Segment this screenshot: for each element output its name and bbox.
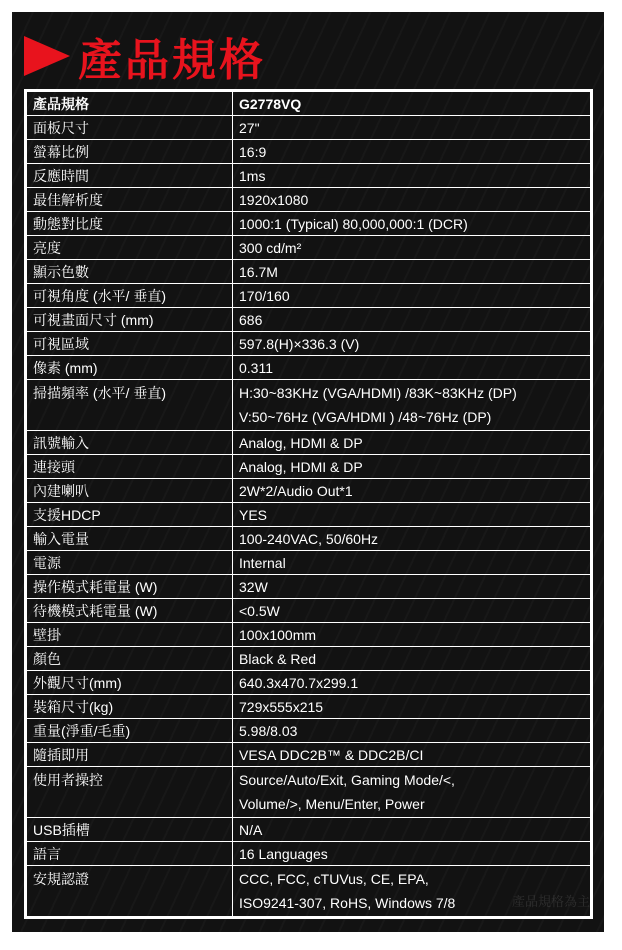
table-row bbox=[26, 479, 592, 503]
spec-table bbox=[24, 89, 593, 919]
row-label: USB插槽 bbox=[26, 818, 233, 842]
table-row bbox=[26, 308, 592, 332]
row-value: 32W bbox=[233, 575, 592, 599]
table-row bbox=[26, 599, 592, 623]
table-row bbox=[26, 671, 592, 695]
scan-line-v: V:50~76Hz (VGA/HDMI ) /48~76Hz (DP) bbox=[239, 409, 492, 425]
row-value: 597.8(H)×336.3 (V) bbox=[233, 332, 592, 356]
row-value: 1920x1080 bbox=[233, 188, 592, 212]
row-value: 1000:1 (Typical) 80,000,000:1 (DCR) bbox=[233, 212, 592, 236]
row-value: Analog, HDMI & DP bbox=[233, 455, 592, 479]
table-row bbox=[26, 647, 592, 671]
row-label: 待機模式耗電量 (W) bbox=[26, 599, 233, 623]
row-value: 2W*2/Audio Out*1 bbox=[233, 479, 592, 503]
row-value: 300 cd/m² bbox=[233, 236, 592, 260]
row-value: VESA DDC2B™ & DDC2B/CI bbox=[233, 743, 592, 767]
table-header-row bbox=[26, 91, 592, 116]
table-row bbox=[26, 575, 592, 599]
row-label: 顏色 bbox=[26, 647, 233, 671]
table-row bbox=[26, 188, 592, 212]
arrow-right-icon bbox=[24, 36, 70, 76]
row-label: 面板尺寸 bbox=[26, 116, 233, 140]
row-value: Internal bbox=[233, 551, 592, 575]
row-label: 連接頭 bbox=[26, 455, 233, 479]
row-label: 訊號輸入 bbox=[26, 431, 233, 455]
table-row bbox=[26, 842, 592, 866]
cert-line-1: CCC, FCC, cTUVus, CE, EPA, bbox=[239, 871, 429, 887]
table-row bbox=[26, 212, 592, 236]
row-label: 內建喇叭 bbox=[26, 479, 233, 503]
table-row bbox=[26, 743, 592, 767]
row-value: 16 Languages bbox=[233, 842, 592, 866]
row-value: <0.5W bbox=[233, 599, 592, 623]
table-row bbox=[26, 431, 592, 455]
scan-line-h: H:30~83KHz (VGA/HDMI) /83K~83KHz (DP) bbox=[239, 385, 517, 401]
cert-line-2: ISO9241-307, RoHS, Windows 7/8 bbox=[239, 895, 456, 911]
table-row bbox=[26, 332, 592, 356]
row-label: 最佳解析度 bbox=[26, 188, 233, 212]
header-label: 產品規格 bbox=[26, 91, 233, 116]
row-label: 使用者操控 bbox=[26, 767, 233, 818]
table-row bbox=[26, 260, 592, 284]
table-row bbox=[26, 236, 592, 260]
watermark-text: 產品規格為主 bbox=[511, 895, 590, 910]
row-label: 螢幕比例 bbox=[26, 140, 233, 164]
header-model: G2778VQ bbox=[233, 91, 592, 116]
row-label: 像素 (mm) bbox=[26, 356, 233, 380]
row-value: 686 bbox=[233, 308, 592, 332]
table-row-user-controls bbox=[26, 767, 592, 818]
row-label: 電源 bbox=[26, 551, 233, 575]
row-value: 100x100mm bbox=[233, 623, 592, 647]
row-label: 亮度 bbox=[26, 236, 233, 260]
table-row bbox=[26, 356, 592, 380]
table-row bbox=[26, 164, 592, 188]
row-value: Analog, HDMI & DP bbox=[233, 431, 592, 455]
table-row bbox=[26, 503, 592, 527]
table-row bbox=[26, 116, 592, 140]
row-value: 640.3x470.7x299.1 bbox=[233, 671, 592, 695]
table-row bbox=[26, 551, 592, 575]
row-label: 動態對比度 bbox=[26, 212, 233, 236]
table-row bbox=[26, 527, 592, 551]
row-value: 170/160 bbox=[233, 284, 592, 308]
row-value: 100-240VAC, 50/60Hz bbox=[233, 527, 592, 551]
row-value: YES bbox=[233, 503, 592, 527]
row-value bbox=[233, 380, 592, 431]
table-row bbox=[26, 719, 592, 743]
table-row bbox=[26, 140, 592, 164]
row-label: 重量(淨重/毛重) bbox=[26, 719, 233, 743]
row-label: 語言 bbox=[26, 842, 233, 866]
row-label: 安規認證 bbox=[26, 866, 233, 918]
table-row bbox=[26, 623, 592, 647]
row-label: 操作模式耗電量 (W) bbox=[26, 575, 233, 599]
row-value: Black & Red bbox=[233, 647, 592, 671]
row-label: 可視畫面尺寸 (mm) bbox=[26, 308, 233, 332]
table-row-certifications bbox=[26, 866, 592, 918]
title-row bbox=[24, 26, 266, 86]
row-label: 可視角度 (水平/ 垂直) bbox=[26, 284, 233, 308]
row-label: 顯示色數 bbox=[26, 260, 233, 284]
controls-line-2: Volume/>, Menu/Enter, Power bbox=[239, 796, 425, 812]
row-value: 729x555x215 bbox=[233, 695, 592, 719]
page-title: 產品規格 bbox=[78, 35, 266, 86]
row-value: 16.7M bbox=[233, 260, 592, 284]
row-label: 隨插即用 bbox=[26, 743, 233, 767]
row-label: 掃描頻率 (水平/ 垂直) bbox=[26, 380, 233, 431]
spec-panel bbox=[12, 12, 604, 932]
row-label: 壁掛 bbox=[26, 623, 233, 647]
row-label: 裝箱尺寸(kg) bbox=[26, 695, 233, 719]
row-value: 5.98/8.03 bbox=[233, 719, 592, 743]
table-row bbox=[26, 695, 592, 719]
table-row bbox=[26, 284, 592, 308]
row-value: 1ms bbox=[233, 164, 592, 188]
table-row bbox=[26, 455, 592, 479]
controls-line-1: Source/Auto/Exit, Gaming Mode/<, bbox=[239, 772, 455, 788]
row-value: N/A bbox=[233, 818, 592, 842]
row-value: 27" bbox=[233, 116, 592, 140]
row-value: 16:9 bbox=[233, 140, 592, 164]
row-label: 反應時間 bbox=[26, 164, 233, 188]
row-label: 支援HDCP bbox=[26, 503, 233, 527]
row-value bbox=[233, 767, 592, 818]
row-label: 外觀尺寸(mm) bbox=[26, 671, 233, 695]
table-row-scan-frequency bbox=[26, 380, 592, 431]
row-label: 可視區域 bbox=[26, 332, 233, 356]
row-label: 輸入電量 bbox=[26, 527, 233, 551]
table-row bbox=[26, 818, 592, 842]
row-value: 0.311 bbox=[233, 356, 592, 380]
